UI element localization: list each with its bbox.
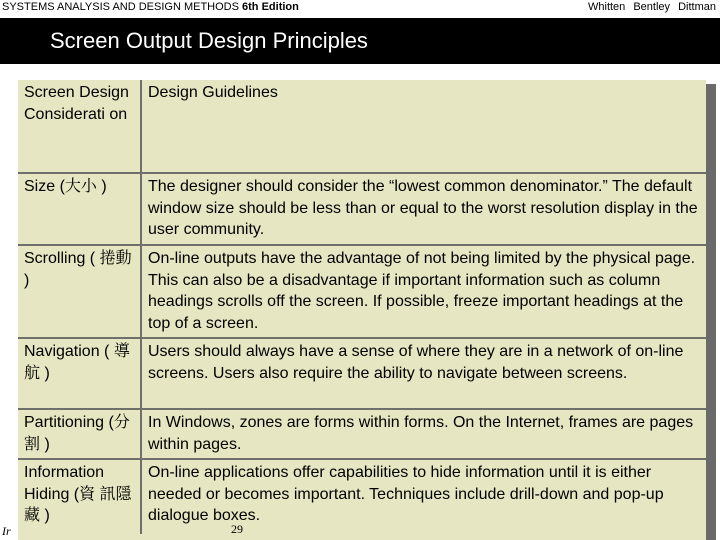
page-number: 29 bbox=[231, 522, 243, 536]
row-guideline: In Windows, zones are forms within forms. On the Internet, frames are pages within pages. bbox=[141, 409, 706, 459]
row-guideline: On-line applications offer capabilities to hide information until it is either needed or becomes important. Techniques include drill-down and pop-up dialogue boxes. bbox=[148, 464, 664, 524]
table-row bbox=[18, 245, 706, 338]
table-row bbox=[18, 409, 706, 459]
header-guidelines: Design Guidelines bbox=[141, 80, 706, 173]
book-title: SYSTEMS ANALYSIS AND DESIGN METHODS bbox=[2, 1, 239, 13]
authors-header: Whitten Bentley Dittman bbox=[588, 1, 716, 13]
row-consideration: Partitioning (分割 ) bbox=[18, 409, 141, 459]
header-consideration: Screen Design Considerati on bbox=[18, 80, 141, 173]
title-bar bbox=[0, 18, 720, 64]
slide-title: Screen Output Design Principles bbox=[50, 28, 368, 53]
guidelines-table bbox=[18, 80, 706, 534]
table-header-row bbox=[18, 80, 706, 173]
row-guideline: Users should always have a sense of where they are in a network of on-line screens. Users also require the ability to navigate between screens. bbox=[141, 338, 706, 409]
row-consideration: Navigation ( 導航 ) bbox=[18, 338, 141, 409]
footer-text: Ir bbox=[2, 524, 11, 538]
table-row bbox=[18, 459, 706, 534]
row-consideration: Scrolling ( 捲動 ) bbox=[18, 245, 141, 338]
row-consideration: Information Hiding (資 訊隱藏 ) bbox=[18, 459, 141, 534]
guidelines-table-panel bbox=[18, 80, 706, 540]
row-consideration: Size (大小 ) bbox=[18, 173, 141, 245]
table-row bbox=[18, 173, 706, 245]
running-header bbox=[0, 0, 720, 14]
edition-label: 6th Edition bbox=[242, 1, 299, 13]
table-row bbox=[18, 338, 706, 409]
row-guideline: On-line outputs have the advantage of not being limited by the physical page. This can also be a disadvantage if important information such as column headings scrolls off the screen. If possible, freeze important headings at the top of a screen. bbox=[141, 245, 706, 338]
row-guideline: The designer should consider the “lowest common denominator.” The default window size should be less than or equal to the worst resolution display in the user community. bbox=[141, 173, 706, 245]
book-title-header bbox=[2, 0, 299, 14]
